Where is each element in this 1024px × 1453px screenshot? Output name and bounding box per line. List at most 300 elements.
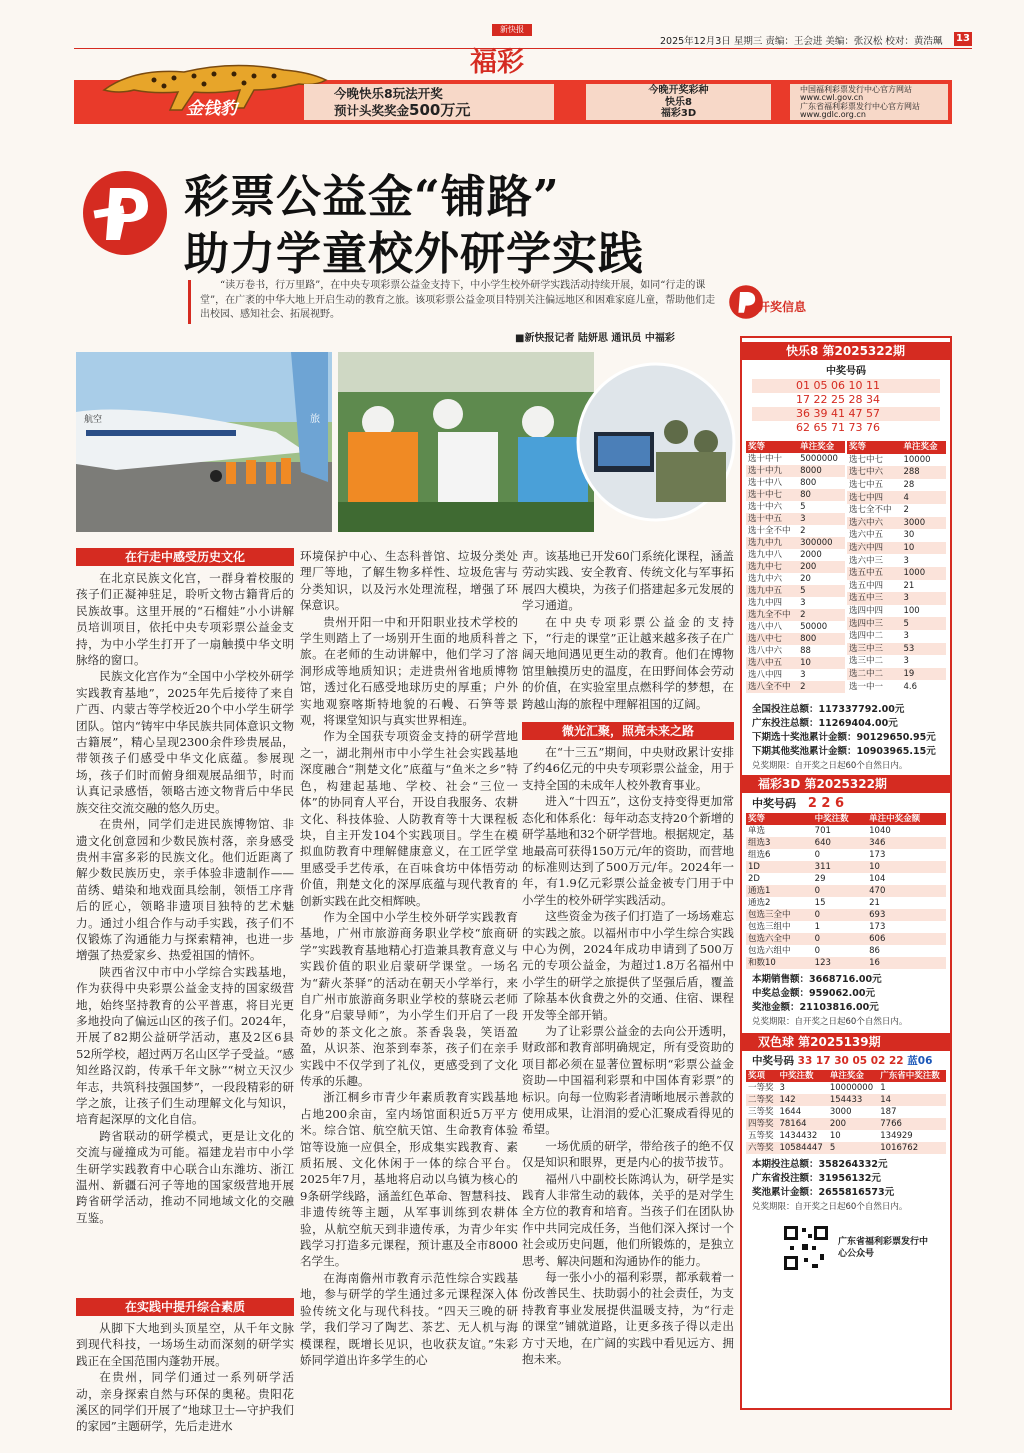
table-cell: 选六中六 [847,517,901,530]
paragraph: 在“十三五”期间，中央财政累计安排了约46亿元的中央专项彩票公益金，用于支持全国的未成年人校外教育事业。 [522,745,734,792]
table-cell: 选四中二 [849,631,884,642]
d3-band: 福彩3D 第2025322期 [742,775,950,793]
table-row [746,957,946,969]
paragraph: 陕西省汉中市中小学综合实践基地，作为获得中央彩票公益金支持的国家级营地，始终坚持教育的公平普惠，将目光更多地投向了偏远山区的孩子们。2024年，开展了82期公益研学活动，惠及2区6县52所学校，超过两万名山区学子受益。“感知丝路汉韵，传承千年文脉”“树立天汉少年志，共筑科技强国梦”，一段段精彩的研学之旅，让孩子们生动理解文化与知识，培育起深厚的文化自信。 [76,964,294,1127]
table-cell: 选九中七 [746,561,798,573]
table-row [847,517,946,530]
col-header: 奖项 [746,1070,777,1082]
article-column-1-lower [76,1296,294,1435]
table-row [746,1130,946,1142]
table-cell: 四等奖 [746,1118,777,1130]
table-row [746,585,845,597]
table-cell: 选十中十 [748,454,783,464]
table-cell: 选九中六 [748,574,783,584]
table-cell: 5000000 [800,454,838,464]
table-cell: 104 [869,874,886,884]
table-cell: 693 [867,909,946,921]
table-cell: 470 [867,885,946,897]
photo-students-plants [338,352,594,532]
table-row [847,605,946,618]
col-header: 广东省中奖注数 [878,1070,946,1082]
table-row [746,537,845,549]
claim-note: 兑奖期限：自开奖之日起60个自然日内。 [752,1017,908,1027]
table-row [847,554,946,567]
table-cell: 173 [869,922,886,932]
table-row [847,529,946,542]
table-cell: 1000 [901,567,946,580]
headline-line2: 助力学童校外研学实践 [184,227,645,280]
table-cell: 21 [903,580,915,591]
promo-line1: 今晚快乐8玩法开奖 [334,86,443,101]
table-cell: 选九中五 [746,585,798,597]
table-row [746,621,845,633]
table-row [746,549,845,561]
table-cell: 选六中四 [847,542,901,555]
table-cell: 5 [901,617,946,630]
table-row [746,609,845,621]
table-row [847,580,946,593]
table-cell: 选八中四 [748,670,783,680]
table-cell: 346 [867,837,946,849]
paragraph: 每一张小小的福利彩票，都承载着一份改善民生、扶助弱小的社会责任，为支持教育事业发展提供温暖支持，为“行走的课堂”铺就道路，让更多孩子得以走出方寸天地，在广阔的实践中看见远方、拥抱未来。 [522,1270,734,1367]
table-row [746,921,946,933]
table-cell: 800 [798,633,845,645]
table-cell: 10 [867,861,946,873]
table-row [746,453,845,465]
tonight-box [586,84,771,120]
table-cell: 640 [813,837,867,849]
ssq-band: 双色球 第2025139期 [742,1033,950,1051]
table-cell: 200 [798,561,845,573]
table-cell: 21 [869,898,880,908]
table-cell: 选四中三 [847,617,901,630]
table-cell: 1D [746,861,813,873]
table-row [746,825,946,837]
table-cell: 100 [903,606,920,617]
stat-line: 下期选十奖池累计金额：90129650.95元 [752,732,936,743]
table-row [746,861,946,873]
paragraph: 作为全国中小学生校外研学实践教育基地，广州市旅游商务职业学校“旅商研学”实践教育基地精心打造兼具教育意义与实践价值的职业启蒙研学课堂。一场名为“薪火茶驿”的活动在朝天小学举行，来自广州市旅游商务职业学校的蔡晓云老师化身“启蒙导师”，为小学生们开启了一段奇妙的茶文化之旅。茶香袅袅，笑语盈盈，从识茶、泡茶到奉茶，孩子们在亲手实践中不仅学到了礼仪，更感受到了文化传承的乐趣。 [300,909,518,1088]
table-cell: 142 [777,1094,827,1106]
table-cell: 3 [798,513,845,525]
table-cell: 包选三组中 [748,922,791,932]
table-cell: 2 [800,526,806,536]
table-cell: 78164 [777,1118,827,1130]
table-row [746,465,845,477]
table-cell: 三等奖 [748,1107,774,1117]
table-cell: 1016762 [878,1142,946,1154]
table-cell: 选七中六 [847,466,901,479]
table-cell: 701 [814,826,831,836]
ssq-blue-label: 蓝 [907,1055,918,1067]
number-row: 01 05 06 10 11 [752,379,940,393]
lead-paragraph: “读万卷书，行万里路”，在中央专项彩票公益金支持下，中小学生校外研学实践活动持续开展，如同“行走的课堂”，在广袤的中华大地上开启生动的教育之旅。该项彩票公益金项目特别关注偏远地区和困难家庭儿童，帮助他们走出校园、感知社会、拓展视野。 [200,280,716,320]
paragraph: 从脚下大地到头顶星空，从千年文脉到现代科技，一场场生动而深刻的研学实践正在全国范围内蓬勃开展。 [76,1321,294,1368]
table-cell: 1434432 [779,1131,818,1141]
table-cell: 10 [901,542,946,555]
table-cell: 选九中四 [748,598,783,608]
table-cell: 组选3 [746,837,813,849]
qr-caption: 广东省福利彩票发行中心公众号 [838,1237,929,1259]
promo-jackpot: 500万元 [409,101,471,119]
table-cell: 1 [880,1083,886,1093]
paragraph: 为了让彩票公益金的去向公开透明，财政部和教育部明确规定，所有受资助的项目都必须在显著位置标明“彩票公益金资助—中国福利彩票和中国体育彩票”的标识。向每一位购彩者清晰地展示善款的使用成果，让涓涓的爱心汇聚成看得见的希望。 [522,1023,734,1137]
table-cell: 80 [798,489,845,501]
table-cell: 88 [800,646,811,656]
table-cell: 3 [800,598,806,608]
paragraph: 在海南儋州市教育示范性综合实践基地，参与研学的学生通过多元课程深入体验传统文化与现代科技。“四天三晚的研学，我们学习了陶艺、茶艺、无人机与海模课程，既增长见识，也收获友谊。”朱彩娇同学道出许多学生的心 [300,1270,518,1367]
table-cell: 29 [814,874,826,884]
table-cell: 选四中四 [849,606,884,617]
table-row [746,1142,946,1154]
stat-line: 广东省投注额：31956132元 [752,1173,881,1184]
table-cell: 10000 [903,454,931,465]
paragraph: 在北京民族文化宫，一群身着校服的孩子们正凝神驻足，聆听文物古籍背后的民族故事。这里开展的“石榴娃”小小讲解员培训项目，依托中央专项彩票公益金支持，为中小学生打开了一扇触摸中华文明脉络的窗口。 [76,571,294,668]
stat-line: 本期投注总额：358264332元 [752,1159,888,1170]
table-cell: 选一中一 [849,681,884,692]
kl8-prize-table-left [746,441,845,693]
paragraph: 贵州开阳一中和开阳职业技术学校的学生则踏上了一场别开生面的地质科普之旅。在老师的生动讲解中，他们学习了溶洞形成等地质知识；走进贵州省地质博物馆，透过化石感受地球历史的厚重；户外实地观察喀斯特地貌的石幔、石笋等景观，将课堂知识与真实世界相连。 [300,614,518,728]
stat-line: 本期销售额：3668716.00元 [752,974,882,985]
table-row [746,657,845,669]
paragraph: 进入“十四五”，这份支持变得更加常态化和体系化：每年动态支持20个新增的研学基地和32个研学营地。根据规定，基地最高可获得150万元/年的资助，而营地的标准则达到了500万元/年。2024年一年，有1.9亿元彩票公益金被专门用于中小学生的校外研学实践活动。 [522,794,734,907]
paragraph: 环境保护中心、生态科普馆、垃圾分类处理厂等地，了解生物多样性、垃圾危害与分类知识，以及污水处理流程，增强了环保意识。 [300,549,518,613]
table-row [847,454,946,467]
col-header: 奖等 [847,441,901,454]
table-cell: 选五中三 [847,592,901,605]
table-cell: 2D [748,874,760,884]
table-cell: 选七中七 [849,454,884,465]
table-cell: 2 [903,505,909,516]
table-cell: 800 [800,478,817,488]
table-row [746,849,946,861]
table-cell: 3000 [829,1107,852,1117]
table-cell: 3 [779,1083,785,1093]
table-cell: 1644 [779,1107,802,1117]
table-cell: 10584447 [777,1142,827,1154]
table-cell: 30 [903,530,915,541]
table-cell: 2 [798,609,845,621]
table-cell: 173 [869,850,886,860]
site2-name: 广东省福利彩票发行中心官方网站 [800,101,920,111]
plane-door-text: 旅 [310,414,320,425]
table-row [746,645,845,657]
table-cell: 10 [798,657,845,669]
table-cell: 187 [880,1107,897,1117]
table-cell: 选八中六 [748,646,783,656]
table-cell: 3 [901,592,946,605]
table-cell: 选七中五 [849,480,884,491]
table-cell: 1040 [869,826,891,836]
table-cell: 53 [901,643,946,656]
table-row [746,477,845,489]
brand-badge: 新快报 [492,24,532,36]
table-cell: 16 [867,957,946,969]
table-row [746,1106,946,1118]
paragraph: 一场优质的研学，带给孩子的绝不仅仅是知识和眼界，更是内心的拔节拔节。 [522,1138,734,1170]
table-cell: 5 [800,502,806,512]
table-cell: 五等奖 [748,1131,774,1141]
table-row [847,567,946,580]
number-row: 36 39 41 47 57 [752,407,940,421]
table-cell: 选八中七 [746,633,798,645]
table-cell: 20 [800,574,811,584]
section-heading: 在实践中提升综合素质 [76,1298,294,1316]
table-cell: 选八中八 [748,622,783,632]
table-cell: 14 [878,1094,946,1106]
kl8-numbers [752,379,940,435]
table-row [746,597,845,609]
stat-line: 奖池金额：21103816.00元 [752,1002,879,1013]
col-header: 中奖注数 [777,1070,827,1082]
table-cell: 选八全不中 [746,681,798,693]
table-row [847,466,946,479]
table-cell: 选三中二 [849,656,884,667]
number-row: 17 22 25 28 34 [796,393,880,406]
section-name: 福彩 [470,47,524,78]
table-row [746,525,845,537]
table-row [847,491,946,504]
table-row [847,479,946,492]
paragraph: 声。该基地已开发60门系统化课程，涵盖劳动实践、安全教育、传统文化与军事拓展四大模块，为孩子们搭建起多元发展的学习通道。 [522,549,734,613]
table-cell: 选十中七 [746,489,798,501]
article-column-2 [300,548,518,1368]
d3-number: 2 2 6 [807,796,845,811]
table-cell: 选十中五 [746,513,798,525]
paragraph: 在贵州，同学们通过一系列研学活动，亲身探索自然与环保的奥秘。贵阳花溪区的同学们开展了“地球卫士—守护我们的家园”主题研学，先后走进水 [76,1370,294,1434]
table-row [746,909,946,921]
ssq-red-numbers: 33 17 30 05 02 22 [797,1055,904,1067]
table-cell: 3 [903,631,909,642]
table-cell: 包选六组中 [748,946,791,956]
ssq-blue-number: 06 [917,1055,933,1067]
table-cell: 606 [867,933,946,945]
table-row [746,681,845,693]
stat-line: 中奖总金额：959062.00元 [752,988,875,999]
table-cell: 选七全不中 [849,505,892,516]
table-cell: 288 [901,466,946,479]
table-row [847,617,946,630]
kl8-prize-table-right [847,441,946,693]
table-row [746,513,845,525]
page-number: 13 [954,32,972,46]
table-cell: 3000 [901,517,946,530]
table-cell: 19 [901,668,946,681]
stat-line: 奖池累计金额：2655816573元 [752,1187,895,1198]
promo-line2a: 预计头奖奖金 [334,103,410,118]
table-row [847,655,946,668]
paragraph: 浙江桐乡市青少年素质教育实践基地占地200余亩，室内场馆面积近5万平方米。综合馆、航空航天馆、生命教育体验馆等设施一应俱全，形成集实践教育、素质拓展、文化休闲于一体的综合平台。2025年7月，基地将启动以乌镇为核心的9条研学线路，涵盖红色革命、智慧科技、非遗传统等主题，从军事训练到农耕体验，从航空航天到非遗传承，为青少年实践学习打造多元课程，预计惠及全市8000名学生。 [300,1090,518,1269]
plane-tail-text: 航空 [84,415,103,425]
welfare-lottery-logo-icon [80,168,170,258]
table-cell: 0 [813,885,867,897]
table-cell: 选六中五 [849,530,884,541]
table-row [847,504,946,517]
table-row [746,561,845,573]
table-cell: 和数10 [746,957,813,969]
col-header: 单注奖金 [828,1070,878,1082]
table-cell: 2 [798,681,845,693]
table-cell: 3 [903,555,909,566]
table-row [746,669,845,681]
lead-rule [188,280,191,324]
site1-url[interactable]: www.cwl.gov.cn [800,93,864,103]
table-row [746,897,946,909]
table-cell: 134929 [880,1131,913,1141]
table-cell: 选十中九 [746,465,798,477]
ssq-prize-table [746,1070,946,1154]
claim-note: 兑奖期限：自开奖之日起60个自然日内。 [752,1202,908,1212]
photo-plane [76,352,332,532]
tonight-game: 快乐8 [665,96,692,108]
d3-prize-table [746,813,946,969]
table-cell: 3 [903,656,909,667]
table-cell: 200 [828,1118,878,1130]
table-row [746,1118,946,1130]
table-row [746,1082,946,1094]
table-cell: 86 [869,946,880,956]
table-row [847,643,946,656]
paragraph: 民族文化宫作为“全国中小学校外研学实践教育基地”，2025年先后接待了来自广西、内蒙古等学校近20个中小学生研学团队。馆内“铸牢中华民族共同体意识文物古籍展”，精心呈现2300余件珍贵展品，带领孩子们感受中华文化底蕴。参展现场，孩子们时而俯身细观展品细节，时而认真记录感悟，领略古迹文物背后中华民族交往交流交融的悠久历史。 [76,669,294,815]
stat-line: 全国投注总额：117337792.00元 [752,704,905,715]
kl8-label: 中奖号码 [826,366,866,377]
paragraph: 在贵州，同学们走进民族博物馆、非遗文化创意园和少数民族村落，亲身感受贵州丰富多彩的民族文化。他们近距离了解少数民族历史，亲手体验非遗制作——苗绣、蜡染和地戏面具绘制，领悟工序背后的匠心，领略非遗项目独特的艺术魅力。通过小组合作与动手实践，孩子们不仅锻炼了沟通能力与探索精神，也进一步增强了热爱家乡、热爱祖国的情怀。 [76,817,294,963]
table-cell: 二等奖 [746,1094,777,1106]
table-cell: 7766 [878,1118,946,1130]
table-row [746,837,946,849]
number-row: 62 65 71 73 76 [796,421,880,434]
photo-students-computers [576,362,736,522]
table-cell: 0 [813,933,867,945]
paragraph: 作为全国获专项资金支持的研学营地之一，湖北荆州市中小学生社会实践基地深度融合“荆楚文化”底蕴与“鱼米之乡”特色，构建起基地、学校、社会“三位一体”的协同育人平台，开设自我服务、农耕文化、科技体验、人防教育等十大课程板块，自主开发104个实践项目。学生在模拟血防教育中理解健康意义，在工匠学堂里感受手艺传承，在百味食坊中体悟劳动价值，荆楚文化的深厚底蕴与现代教育的创新实践在此交相辉映。 [300,729,518,908]
table-row [746,933,946,945]
lottery-title: 开奖信息 [758,300,807,314]
promo-box [304,84,554,120]
sites-box [790,84,948,120]
paragraph: 跨省联动的研学模式，更是让文化的交流与碰撞成为可能。福建龙岩市中小学生研学实践教育中心联合山东潍坊、浙江温州、新疆石河子等地的国家级营地开展跨省研学活动，推动不同地域文化的交融互鉴。 [76,1128,294,1225]
table-row [746,489,845,501]
table-cell: 311 [813,861,867,873]
table-cell: 单选 [748,826,766,836]
table-cell: 300000 [798,537,845,549]
kl8-band: 快乐8 第2025322期 [742,342,950,360]
table-row [847,668,946,681]
table-row [746,501,845,513]
logo-text: 金钱豹 [186,99,237,119]
table-cell: 包选三全中 [746,909,813,921]
table-cell: 选十中六 [748,502,783,512]
table-cell: 选九中八 [748,550,783,560]
col-header: 奖等 [746,813,813,825]
table-row [847,680,946,693]
table-cell: 选九全不中 [746,609,798,621]
table-cell: 组选6 [748,850,771,860]
table-cell: 50000 [800,622,828,632]
table-row [746,945,946,957]
table-row [746,573,845,585]
col-header: 单注中奖金额 [867,813,946,825]
table-row [847,630,946,643]
claim-note: 兑奖期限：自开奖之日起60个自然日内。 [752,761,908,771]
stat-line: 广东投注总额：11269404.00元 [752,718,898,729]
site1-name: 中国福利彩票发行中心官方网站 [800,85,912,94]
article-column-3 [522,548,734,1368]
table-cell: 5 [828,1142,878,1154]
table-cell: 选五中五 [847,567,901,580]
col-header: 单注奖金 [901,441,946,454]
table-cell: 六等奖 [746,1142,777,1154]
date-line: 2025年12月3日 星期三 责编：王会进 美编：张汉松 校对：黄浩珮 [660,36,943,47]
table-cell: 15 [814,898,826,908]
table-cell: 选三中三 [847,643,901,656]
table-cell: 包选六全中 [746,933,813,945]
paragraph: 在中央专项彩票公益金的支持下，“行走的课堂”正让越来越多孩子在广阔天地间遇见更生动的教育。他们在博物馆里触摸历史的温度，在田野间体会劳动的价值，在实验室里点燃科学的梦想，在跨越山海的旅程中理解祖国的辽阔。 [522,614,734,711]
table-cell: 10 [829,1131,841,1141]
lottery-panel [740,336,952,1410]
table-cell: 10000000 [829,1083,874,1093]
table-cell: 选二中二 [847,668,901,681]
d3-label: 中奖号码 [752,797,796,810]
section-heading: 在行走中感受历史文化 [76,548,294,566]
table-cell: 5 [798,585,845,597]
table-cell: 0 [814,946,821,956]
table-cell: 28 [903,480,915,491]
table-row [746,1094,946,1106]
table-cell: 1 [814,922,821,932]
qr-code-icon[interactable] [782,1224,830,1272]
table-cell: 选九中九 [746,537,798,549]
table-cell: 0 [814,850,821,860]
table-cell: 154433 [828,1094,878,1106]
section-heading: 微光汇聚，照亮未来之路 [522,722,734,740]
table-cell: 123 [813,957,867,969]
table-row [746,873,946,885]
table-cell: 4 [901,491,946,504]
paragraph: 福州八中副校长陈鸿认为，研学是实践育人非常生动的载体，关乎的是对学生全方位的教育和培育。当孩子们在团队协作中共同完成任务，当他们深入探讨一个社会或历史问题，他们所锻炼的，是独立思考、解决问题和沟通协作的能力。 [522,1171,734,1268]
table-cell: 选十全不中 [748,526,791,536]
article-column-1 [76,546,294,1226]
site2-url[interactable]: www.gdlc.org.cn [800,110,866,120]
ssq-label: 中奖号码 [752,1055,794,1067]
table-row [746,633,845,645]
table-row [847,542,946,555]
table-cell: 通选2 [748,898,771,908]
table-cell: 8000 [798,465,845,477]
headline-line1: 彩票公益金“铺路” [184,170,560,223]
table-cell: 选五中四 [849,580,884,591]
table-cell: 选八中五 [746,657,798,669]
table-cell: 一等奖 [748,1083,774,1093]
tonight-game: 福彩3D [660,108,697,119]
paragraph: 这些资金为孩子们打造了一场场难忘的实践之旅。以福州市中小学生综合实践中心为例，2024年成功申请到了500万元的专项公益金，为超过1.8万名福州中小学生的研学之旅提供了坚强后盾，覆盖了除基本伙食费之外的交通、住宿、课程开发等全部开销。 [522,909,734,1022]
table-cell: 选七中四 [847,491,901,504]
table-row [746,885,946,897]
table-cell: 选六中三 [849,555,884,566]
col-header: 奖等 [746,441,798,453]
stat-line: 下期其他奖池累计金额：10903965.15元 [752,746,936,757]
tonight-title: 今晚开奖彩种 [648,85,709,96]
table-cell: 选十中八 [748,478,783,488]
table-cell: 2000 [800,550,822,560]
byline: ■新快报记者 陆妍思 通讯员 中福彩 [515,333,675,344]
table-row [847,592,946,605]
col-header: 单注奖金 [798,441,845,453]
table-cell: 4.6 [903,681,917,692]
table-cell: 通选1 [746,885,813,897]
table-cell: 3 [800,670,806,680]
col-header: 中奖注数 [813,813,867,825]
table-cell: 0 [813,909,867,921]
